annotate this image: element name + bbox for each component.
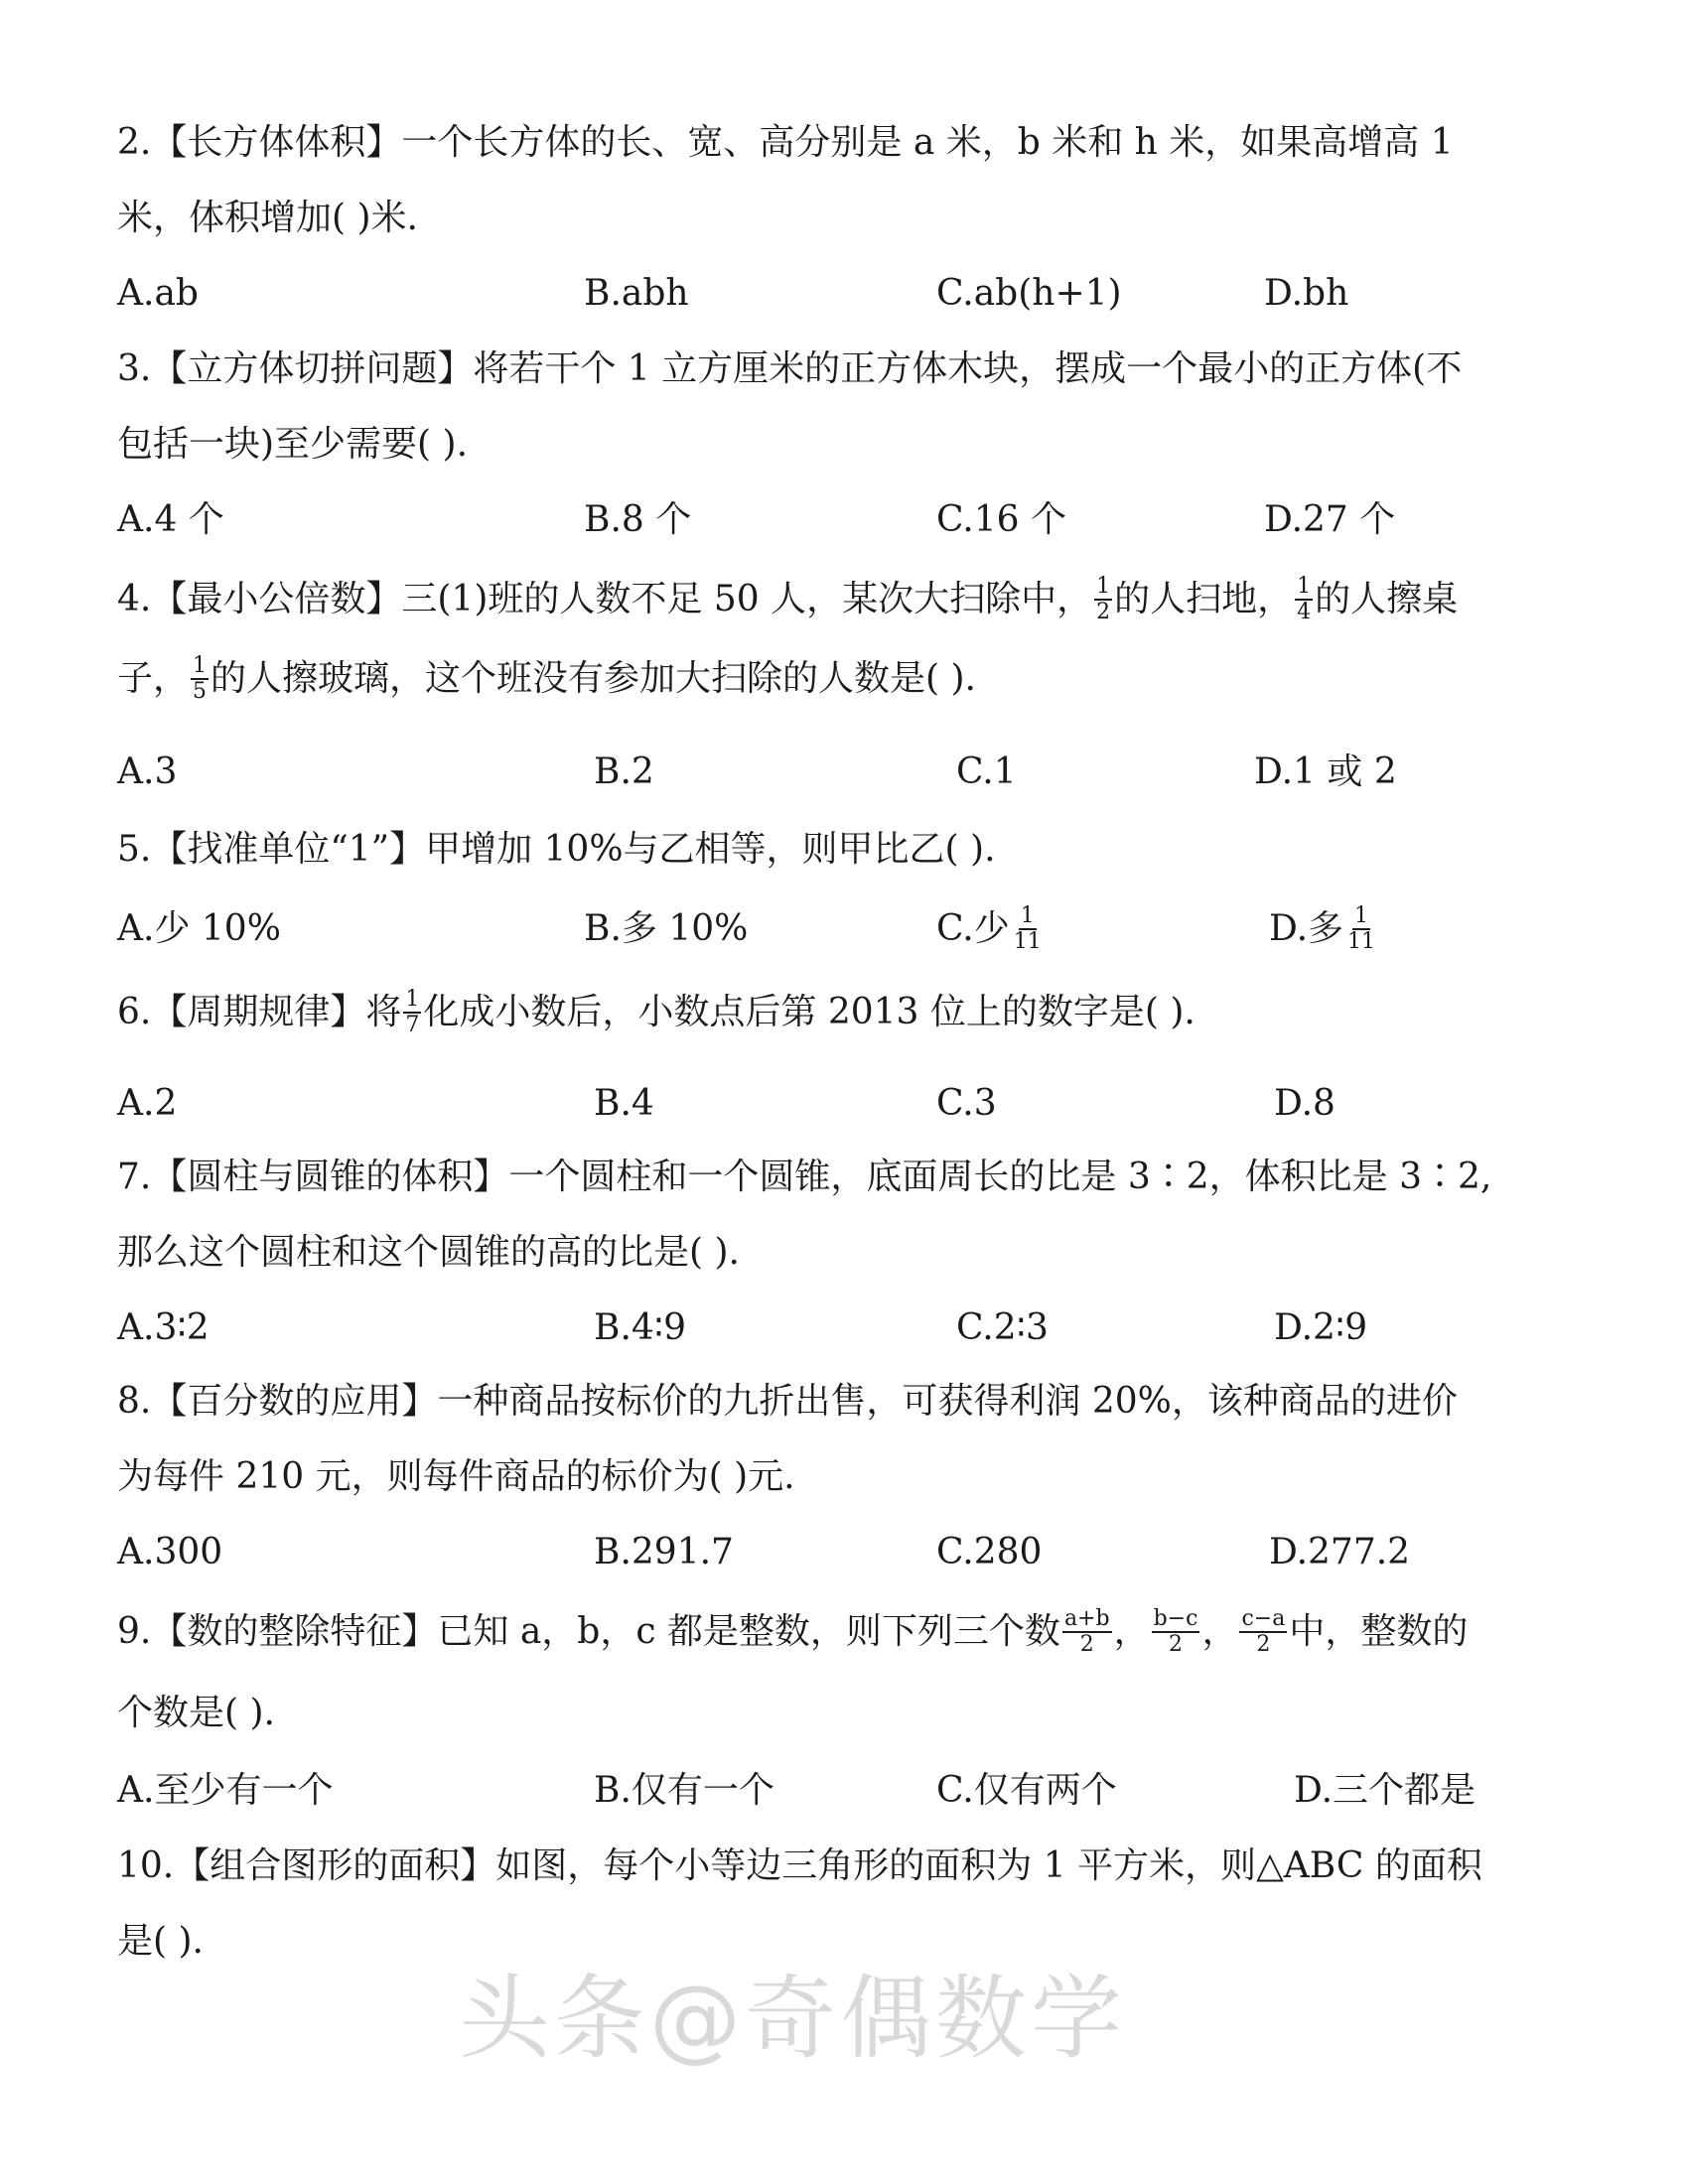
question-8-line-1: [117, 1364, 1587, 1439]
question-text: 甲增加 10%与乙相等，则甲比乙( ).: [425, 829, 996, 870]
fraction-denominator: 2: [1096, 600, 1111, 624]
question-8: [117, 1364, 1587, 1515]
option-d[interactable]: D.277.2: [1269, 1532, 1411, 1572]
option-c[interactable]: C.2∶3: [956, 1307, 1049, 1348]
fraction-one-eleventh: [1012, 904, 1044, 954]
fraction-numerator: b−c: [1153, 1606, 1198, 1631]
option-a[interactable]: A.4 个: [117, 499, 224, 540]
question-number: 2.: [117, 122, 152, 163]
option-a[interactable]: A.ab: [117, 273, 199, 314]
question-3: [117, 332, 1587, 482]
fraction-one-half: [1094, 575, 1112, 624]
watermark: 头条@奇偶数学: [459, 1966, 1127, 2072]
option-d[interactable]: D.bh: [1264, 273, 1349, 314]
question-tag: 【长方体体积】: [151, 122, 402, 163]
option-c[interactable]: C.ab(h+1): [936, 273, 1122, 314]
option-b[interactable]: B.4: [594, 1083, 654, 1124]
question-text: 中，整数的: [1289, 1611, 1469, 1652]
option-b[interactable]: B.8 个: [584, 499, 692, 540]
question-3-line-2: 包括一块)至少需要( ).: [117, 424, 469, 465]
question-2-options: [117, 256, 1587, 332]
option-b[interactable]: B.2: [594, 751, 654, 792]
question-number: 8.: [117, 1381, 152, 1422]
question-number: 7.: [117, 1157, 152, 1197]
fraction-denominator: 11: [1013, 929, 1042, 954]
separator: ，: [1113, 1611, 1150, 1652]
question-5-line-1: [117, 812, 1587, 887]
option-c[interactable]: C.16 个: [936, 499, 1066, 540]
option-c[interactable]: C.280: [936, 1532, 1043, 1572]
question-2-line-1: [117, 105, 1587, 181]
question-9-line-1: [117, 1594, 1587, 1670]
fraction-numerator: c−a: [1241, 1606, 1286, 1631]
option-b[interactable]: B.多 10%: [584, 908, 749, 949]
question-7-line-1: [117, 1140, 1587, 1215]
option-d[interactable]: [1269, 891, 1379, 967]
question-tag: 【数的整除特征】: [151, 1611, 438, 1652]
question-text: 一个圆柱和一个圆锥，底面周长的比是 3∶2，体积比是 3∶2,: [508, 1157, 1492, 1197]
question-number: 3.: [117, 348, 152, 389]
fraction-denominator: 5: [193, 679, 208, 704]
question-number: 10.: [117, 1845, 175, 1886]
option-a[interactable]: A.3∶2: [117, 1307, 210, 1348]
question-text: 将若干个 1 立方厘米的正方体木块，摆成一个最小的正方体(不: [473, 348, 1463, 389]
question-9: [117, 1594, 1587, 1751]
question-4-line-1: [117, 562, 1587, 637]
question-4-line-2: [117, 641, 1587, 717]
fraction-one-quarter: [1295, 575, 1313, 624]
question-6-options: [117, 1066, 1587, 1142]
fraction-denominator: 11: [1347, 929, 1376, 954]
question-text: 一个长方体的长、宽、高分别是 a 米，b 米和 h 米，如果高增高 1: [401, 122, 1454, 163]
question-7-line-2: 那么这个圆柱和这个圆锥的高的比是( ).: [117, 1232, 740, 1273]
question-text: 如图，每个小等边三角形的面积为 1 平方米，则△ABC 的面积: [495, 1845, 1482, 1886]
option-b[interactable]: B.仅有一个: [594, 1770, 774, 1811]
question-8-line-2: 为每件 210 元，则每件商品的标价为( )元.: [117, 1456, 795, 1497]
question-5-options: [117, 891, 1587, 967]
question-6-line-1: [117, 975, 1587, 1050]
fraction-denominator: 7: [405, 1013, 420, 1037]
fraction-numerator: 1: [193, 653, 208, 678]
option-label: D.多: [1269, 908, 1344, 949]
option-a[interactable]: A.至少有一个: [117, 1770, 334, 1811]
question-text: 一种商品按标价的九折出售，可获得利润 20%，该种商品的进价: [437, 1381, 1458, 1422]
option-d[interactable]: D.三个都是: [1294, 1770, 1477, 1811]
question-3-options: [117, 482, 1587, 558]
option-b[interactable]: B.4∶9: [594, 1307, 687, 1348]
option-c[interactable]: C.3: [936, 1083, 997, 1124]
option-c[interactable]: [936, 891, 1046, 967]
question-tag: 【圆柱与圆锥的体积】: [151, 1157, 509, 1197]
fraction-numerator: 1: [405, 987, 420, 1012]
question-6: [117, 975, 1587, 1050]
question-4: [117, 562, 1587, 717]
question-number: 6.: [117, 992, 152, 1032]
fraction-denominator: 4: [1297, 600, 1312, 624]
option-c[interactable]: C.1: [956, 751, 1017, 792]
fraction-b-minus-c-over-2: [1152, 1607, 1200, 1657]
question-text: 的人擦玻璃，这个班没有参加大扫除的人数是( ).: [211, 658, 976, 699]
question-9-options: [117, 1753, 1587, 1829]
question-tag: 【找准单位“1”】: [151, 829, 426, 870]
question-2: [117, 105, 1587, 256]
fraction-numerator: 1: [1297, 574, 1312, 599]
question-10-line-2: 是( ).: [117, 1921, 204, 1962]
fraction-denominator: 2: [1256, 1632, 1271, 1657]
fraction-one-seventh: [403, 988, 421, 1037]
fraction-one-fifth: [191, 654, 209, 704]
question-text: 将: [365, 992, 402, 1032]
fraction-numerator: 1: [1354, 903, 1369, 928]
fraction-a-plus-b-over-2: [1062, 1607, 1112, 1657]
question-text: 已知 a，b，c 都是整数，则下列三个数: [437, 1611, 1060, 1652]
question-text: 的人扫地，: [1114, 579, 1294, 619]
question-number: 5.: [117, 829, 152, 870]
fraction-one-eleventh: [1345, 904, 1377, 954]
question-text: 的人擦桌: [1315, 579, 1459, 619]
question-3-line-1: [117, 332, 1587, 407]
fraction-numerator: 1: [1020, 903, 1035, 928]
question-7-options: [117, 1291, 1587, 1366]
question-tag: 【立方体切拼问题】: [151, 348, 474, 389]
question-9-line-2: 个数是( ).: [117, 1693, 275, 1733]
fraction-numerator: a+b: [1063, 1606, 1110, 1631]
option-d[interactable]: D.1 或 2: [1254, 751, 1397, 792]
question-number: 9.: [117, 1611, 152, 1652]
option-a[interactable]: A.2: [117, 1083, 178, 1124]
option-b[interactable]: B.291.7: [594, 1532, 734, 1572]
option-b[interactable]: B.abh: [584, 273, 689, 314]
option-d[interactable]: D.27 个: [1264, 499, 1396, 540]
question-text: 子，: [117, 658, 190, 699]
question-2-line-2: 米，体积增加( )米.: [117, 198, 418, 238]
question-tag: 【周期规律】: [151, 992, 366, 1032]
option-a[interactable]: A.3: [117, 751, 178, 792]
question-text: 化成小数后，小数点后第 2013 位上的数字是( ).: [423, 992, 1196, 1032]
option-label: C.少: [936, 908, 1010, 949]
option-a[interactable]: A.少 10%: [117, 908, 281, 949]
question-tag: 【百分数的应用】: [151, 1381, 438, 1422]
option-c[interactable]: C.仅有两个: [936, 1770, 1117, 1811]
question-7: [117, 1140, 1587, 1291]
fraction-c-minus-a-over-2: [1239, 1607, 1287, 1657]
option-a[interactable]: A.300: [117, 1532, 223, 1572]
question-text: 三(1)班的人数不足 50 人，某次大扫除中，: [401, 579, 1093, 619]
question-number: 4.: [117, 579, 152, 619]
option-d[interactable]: D.8: [1274, 1083, 1336, 1124]
question-8-options: [117, 1515, 1587, 1590]
question-5: [117, 812, 1587, 887]
separator: ，: [1201, 1611, 1238, 1652]
question-tag: 【最小公倍数】: [151, 579, 402, 619]
question-tag: 【组合图形的面积】: [174, 1845, 496, 1886]
fraction-denominator: 2: [1079, 1632, 1094, 1657]
option-d[interactable]: D.2∶9: [1274, 1307, 1368, 1348]
question-10-line-1: [117, 1829, 1587, 1904]
fraction-denominator: 2: [1169, 1632, 1184, 1657]
question-4-options: [117, 735, 1587, 810]
fraction-numerator: 1: [1096, 574, 1111, 599]
